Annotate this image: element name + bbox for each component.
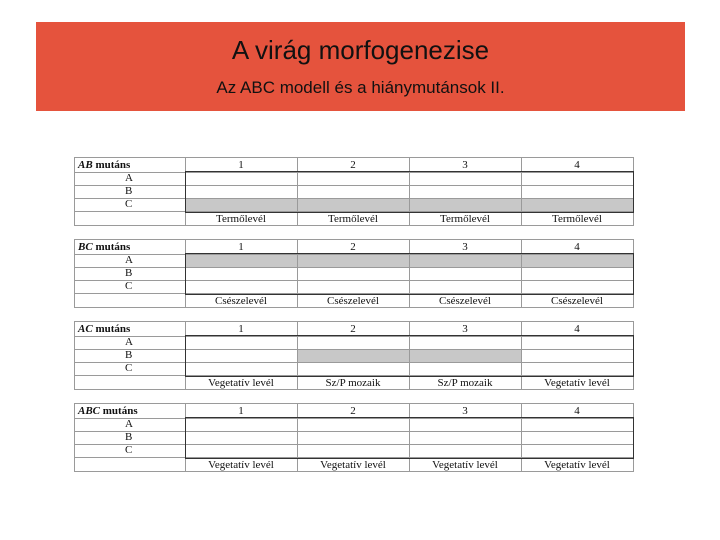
whorl-number: 1 — [238, 159, 244, 171]
organ-identity: Termőlevél — [552, 213, 602, 225]
whorl-number: 2 — [350, 159, 356, 171]
organ-identity: Csészelevél — [327, 295, 379, 307]
organ-identity: Sz/P mozaik — [437, 377, 493, 389]
whorl-number: 2 — [350, 405, 356, 417]
mutant-genes: AB — [78, 159, 93, 171]
grid-line — [74, 157, 75, 225]
organ-identity: Termőlevél — [328, 213, 378, 225]
grid-line — [74, 239, 634, 240]
gene-row-label: C — [125, 362, 133, 374]
organ-identity: Termőlevél — [440, 213, 490, 225]
whorl-number: 1 — [238, 405, 244, 417]
mutant-table — [74, 157, 634, 225]
mutant-name — [78, 323, 130, 335]
whorl-number: 2 — [350, 241, 356, 253]
mutant-table — [74, 403, 634, 471]
mutant-label: mutáns — [92, 323, 131, 335]
gene-row-label: A — [125, 172, 133, 184]
organ-identity: Csészelevél — [439, 295, 491, 307]
gene-row-label: B — [125, 267, 133, 279]
grid-line — [74, 321, 75, 389]
gene-row-label: C — [125, 444, 133, 456]
mutant-name — [78, 241, 130, 253]
grid-line — [74, 239, 75, 307]
gene-row-label: C — [125, 198, 133, 210]
grid-line — [74, 471, 634, 472]
gene-row-label: B — [125, 431, 133, 443]
whorl-number: 3 — [462, 159, 468, 171]
gene-row-label: B — [125, 185, 133, 197]
whorl-number: 4 — [574, 241, 580, 253]
whorl-number: 2 — [350, 323, 356, 335]
mutant-genes: AC — [78, 323, 93, 335]
slide-subtitle: Az ABC modell és a hiánymutánsok II. — [216, 78, 505, 97]
grid-line — [74, 307, 634, 308]
expression-frame — [185, 335, 634, 377]
mutant-table — [74, 239, 634, 307]
organ-identity: Vegetatív levél — [544, 377, 610, 389]
mutant-label: mutáns — [92, 241, 131, 253]
organ-identity: Csészelevél — [551, 295, 603, 307]
grid-line — [74, 403, 75, 471]
mutant-genes: ABC — [78, 405, 101, 417]
whorl-number: 3 — [462, 323, 468, 335]
mutant-label: mutáns — [100, 405, 138, 417]
organ-identity: Sz/P mozaik — [325, 377, 381, 389]
whorl-number: 3 — [462, 241, 468, 253]
organ-identity: Vegetatív levél — [432, 459, 498, 471]
whorl-number: 1 — [238, 323, 244, 335]
organ-identity: Csészelevél — [215, 295, 267, 307]
organ-identity: Vegetatív levél — [320, 459, 386, 471]
mutant-table — [74, 321, 634, 389]
organ-identity: Vegetatív levél — [208, 377, 274, 389]
title-banner — [36, 22, 685, 111]
whorl-number: 1 — [238, 241, 244, 253]
whorl-number: 4 — [574, 405, 580, 417]
gene-row-label: A — [125, 254, 133, 266]
grid-line — [74, 403, 634, 404]
whorl-number: 4 — [574, 159, 580, 171]
slide-title: A virág morfogenezise — [231, 35, 490, 65]
grid-line — [74, 321, 634, 322]
expression-frame — [185, 171, 634, 213]
grid-line — [74, 225, 634, 226]
grid-line — [74, 389, 634, 390]
organ-identity: Vegetatív levél — [544, 459, 610, 471]
gene-row-label: C — [125, 280, 133, 292]
organ-identity: Termőlevél — [216, 213, 266, 225]
mutant-name — [78, 405, 138, 417]
whorl-number: 4 — [574, 323, 580, 335]
gene-row-label: A — [125, 336, 133, 348]
mutant-label: mutáns — [92, 159, 131, 171]
gene-row-label: A — [125, 418, 133, 430]
organ-identity: Vegetatív levél — [208, 459, 274, 471]
expression-frame — [185, 253, 634, 295]
expression-frame — [185, 417, 634, 459]
grid-line — [74, 157, 634, 158]
whorl-number: 3 — [462, 405, 468, 417]
gene-row-label: B — [125, 349, 133, 361]
mutant-genes: BC — [78, 241, 93, 253]
mutant-name — [78, 159, 130, 171]
